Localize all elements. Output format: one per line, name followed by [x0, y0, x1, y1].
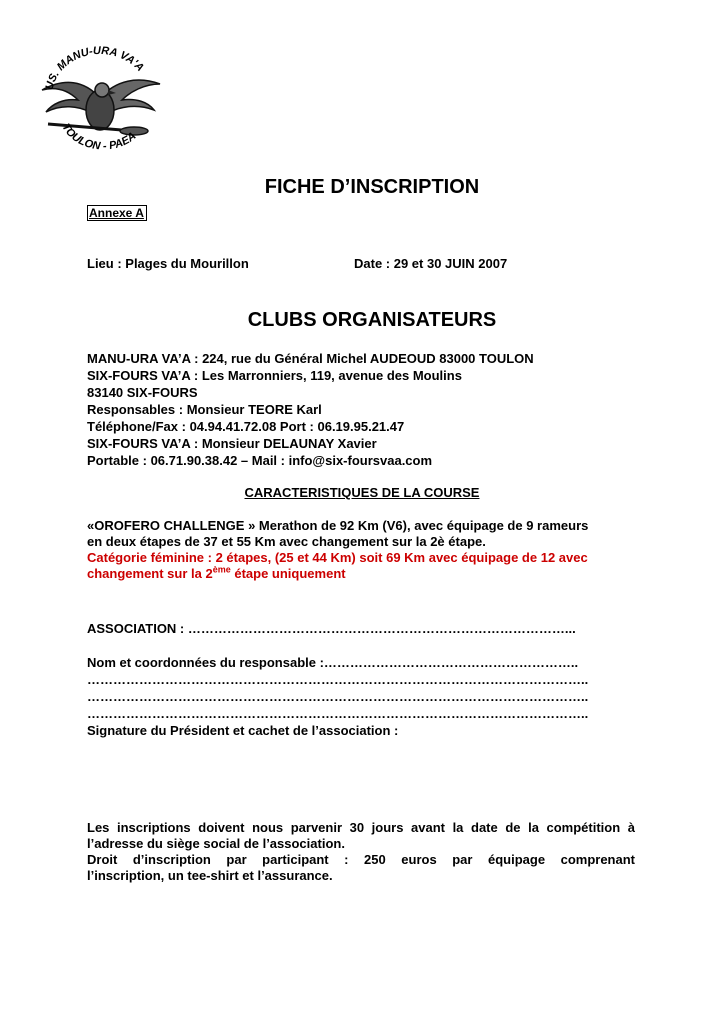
- date-text: Date : 29 et 30 JUIN 2007: [354, 256, 508, 271]
- footer-text: [87, 820, 635, 884]
- dotted-line[interactable]: ……………………………………………………………………………………………………..: [87, 706, 589, 721]
- dotted-line[interactable]: ……………………………………………………………………………………………………..: [87, 672, 589, 687]
- lieu-text: Lieu : Plages du Mourillon: [87, 256, 249, 271]
- female-line-post: étape uniquement: [230, 566, 346, 581]
- logo-bottom-text: TOULON - PAEA: [59, 121, 139, 152]
- footer-line: Les inscriptions doivent nous parvenir 30 jours avant la date de la compétition à: [87, 820, 635, 835]
- logo-top-text: US. MANU-URA VA'A: [43, 44, 147, 92]
- footer-line: l’inscription, un tee-shirt et l’assurance.: [87, 868, 333, 883]
- responsable-block: [87, 654, 635, 739]
- course-line-1: «OROFERO CHALLENGE » Merathon de 92 Km (V6), avec équipage de 9 rameurs: [87, 518, 589, 533]
- responsable-field[interactable]: Nom et coordonnées du responsable :…………………………………………………..: [87, 655, 579, 670]
- footer-line: Droit d’inscription par participant : 250 euros par équipage comprenant: [87, 852, 635, 867]
- organiser-line: Téléphone/Fax : 04.94.41.72.08 Port : 06.19.95.21.47: [87, 419, 405, 434]
- section-title: CLUBS ORGANISATEURS: [247, 309, 497, 331]
- dotted-line[interactable]: ……………………………………………………………………………………………………..: [87, 689, 589, 704]
- page-title: FICHE D’INSCRIPTION: [264, 176, 480, 198]
- female-line-pre: changement sur la 2: [87, 566, 213, 581]
- course-description: [87, 518, 635, 582]
- club-logo: [34, 40, 164, 152]
- organiser-line: Portable : 06.71.90.38.42 – Mail : info@six-foursvaa.com: [87, 453, 433, 468]
- course-line-2: en deux étapes de 37 et 55 Km avec changement sur la 2è étape.: [87, 534, 486, 549]
- organiser-line: Responsables : Monsieur TEORE Karl: [87, 402, 322, 417]
- female-line-sup: ème: [212, 564, 231, 575]
- organiser-line: SIX-FOURS VA’A : Monsieur DELAUNAY Xavier: [87, 436, 377, 451]
- organisers-block: [87, 350, 534, 469]
- signature-label: Signature du Président et cachet de l’association :: [87, 723, 399, 738]
- organiser-line: MANU-URA VA’A : 224, rue du Général Michel AUDEOUD 83000 TOULON: [87, 351, 534, 366]
- footer-line: l’adresse du siège social de l’association.: [87, 836, 345, 851]
- annexe-label: Annexe A: [87, 205, 147, 221]
- characteristics-title: CARACTERISTIQUES DE LA COURSE: [244, 485, 480, 500]
- organiser-line: SIX-FOURS VA’A : Les Marronniers, 119, avenue des Moulins: [87, 368, 462, 383]
- organiser-line: 83140 SIX-FOURS: [87, 385, 198, 400]
- female-category-line-2: [87, 566, 635, 582]
- association-field[interactable]: ASSOCIATION : ……………………………………………………………………………...: [87, 621, 576, 636]
- female-category-line-1: Catégorie féminine : 2 étapes, (25 et 44 Km) soit 69 Km avec équipage de 12 avec: [87, 550, 588, 565]
